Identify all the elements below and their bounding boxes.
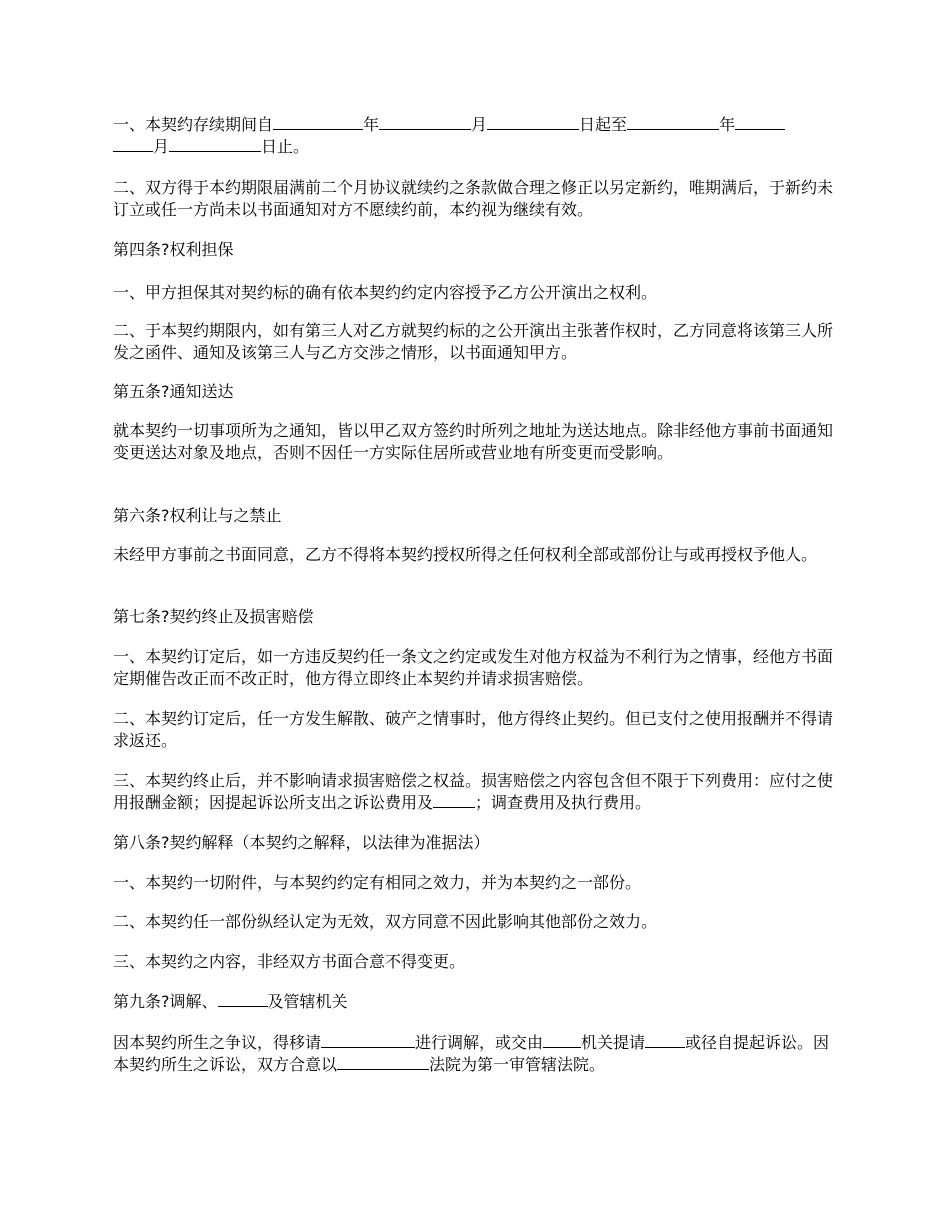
- blank-other-fees: [433, 793, 475, 808]
- text: 年: [363, 115, 380, 134]
- clause-5: 就本契约一切事项所为之通知，皆以甲乙双方签约时所列之地址为送达地点。除非经他方事前书面通知变更送达对象及地点，否则不因任一方实际住居所或营业地有所变更而受影响。: [113, 421, 834, 462]
- article-9-heading: [113, 991, 835, 1013]
- text: 日起至: [579, 115, 628, 134]
- clause-9: [113, 1032, 835, 1076]
- text: 三、本契约终止后，并不影响请求损害赔偿之权益。损害赔偿之内容包含但不限于下列费用：应付之使用报酬金额；因提起诉讼所支出之诉讼费用及: [113, 771, 834, 812]
- text: 及管辖机关: [267, 992, 348, 1011]
- clause-3-1-term: [113, 114, 835, 158]
- article-6-heading: 第六条?权利让与之禁止: [113, 506, 282, 525]
- text: 因本契约所生之争议，得移请: [113, 1033, 322, 1052]
- article-8-heading: 第八条?契约解释（本契约之解释，以法律为准据法）: [113, 833, 490, 852]
- blank-end-day: [169, 137, 261, 152]
- clause-8-3: 三、本契约之内容，非经双方书面合意不得变更。: [113, 952, 466, 971]
- article-5-heading: 第五条?通知送达: [113, 382, 234, 401]
- blank-arbitration: [218, 992, 268, 1007]
- blank-start-day: [487, 115, 579, 130]
- blank-start-year: [273, 115, 363, 130]
- blank-end-year: [627, 115, 719, 130]
- blank-agency: [543, 1033, 581, 1048]
- text: 一、本契约存续期间自: [113, 115, 274, 134]
- blank-start-month: [379, 115, 471, 130]
- text: 法院为第一审管辖法院。: [429, 1055, 606, 1074]
- text: 进行调解，或交由: [415, 1033, 544, 1052]
- blank-mediator: [321, 1033, 415, 1048]
- blank-end-month-a: [735, 115, 785, 130]
- blank-court: [337, 1055, 429, 1070]
- clause-7-3: [113, 770, 835, 814]
- article-7-heading: 第七条?契约终止及损害赔偿: [113, 607, 314, 626]
- clause-8-2: 二、本契约任一部份纵经认定为无效，双方同意不因此影响其他部份之效力。: [113, 912, 658, 931]
- blank-end-month-b: [113, 137, 153, 152]
- text: ；调查费用及执行费用。: [475, 793, 652, 812]
- text: 月: [153, 137, 170, 156]
- clause-6: 未经甲方事前之书面同意，乙方不得将本契约授权所得之任何权利全部或部份让与或再授权予他人。: [113, 545, 818, 564]
- clause-3-2-renewal: 二、双方得于本约期限届满前二个月协议就续约之条款做合理之修正以另定新约，唯期满后，于新约未订立或任一方尚未以书面通知对方不愿续约前，本约视为继续有效。: [113, 178, 834, 219]
- clause-4-1: 一、甲方担保其对契约标的确有依本契约约定内容授予乙方公开演出之权利。: [113, 283, 658, 302]
- article-4-heading: 第四条?权利担保: [113, 240, 234, 259]
- text: 月: [471, 115, 488, 134]
- clause-8-1: 一、本契约一切附件，与本契约约定有相同之效力，并为本契约之一部份。: [113, 873, 642, 892]
- text: 或径自提起诉讼。因本契约所生之诉讼，双方合意以: [113, 1033, 830, 1074]
- text: 机关提请: [581, 1033, 646, 1052]
- blank-procedure: [645, 1033, 685, 1048]
- text: 第九条?调解、: [113, 992, 218, 1011]
- clause-7-2: 二、本契约订定后，任一方发生解散、破产之情事时，他方得终止契约。但已支付之使用报酬并不得请求返还。: [113, 709, 834, 750]
- clause-7-1: 一、本契约订定后，如一方违反契约任一条文之约定或发生对他方权益为不利行为之情事，经他方书面定期催告改正而不改正时，他方得立即终止本契约并请求损害赔偿。: [113, 647, 834, 688]
- text: 日止。: [261, 137, 310, 156]
- clause-4-2: 二、于本契约期限内，如有第三人对乙方就契约标的之公开演出主张著作权时，乙方同意将该第三人所发之函件、通知及该第三人与乙方交涉之情形，以书面通知甲方。: [113, 321, 834, 362]
- text: 年: [719, 115, 736, 134]
